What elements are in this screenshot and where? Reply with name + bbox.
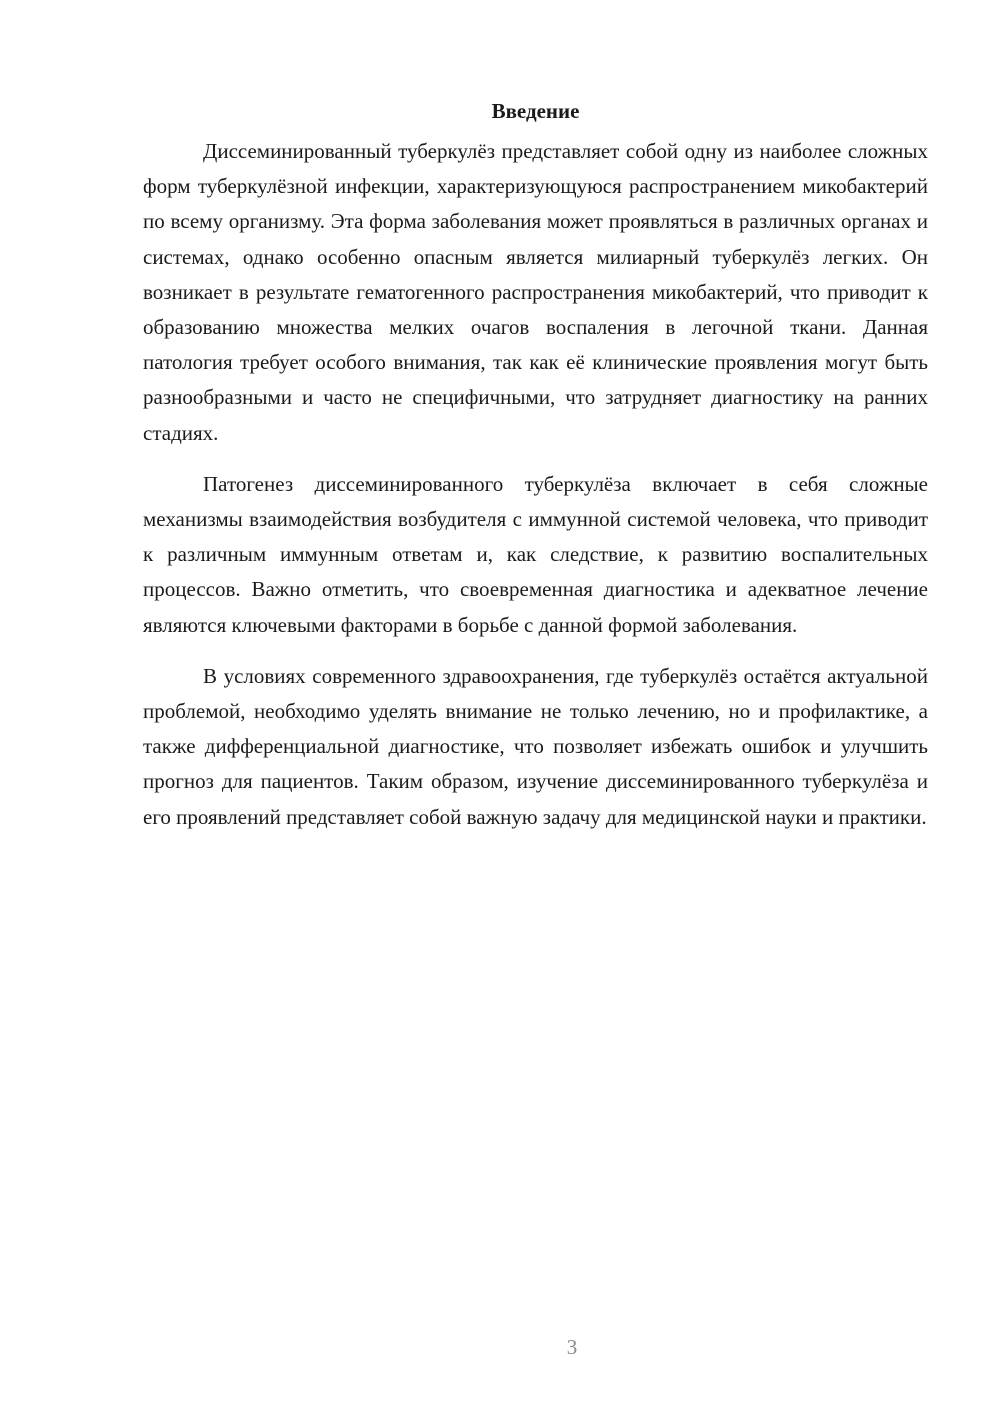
paragraph-1: Диссеминированный туберкулёз представляет собой одну из наиболее сложных форм туберкулёзной инфекции, характеризующуюся распространением микобактерий по всему организму. Эта форма заболевания может проявляться в различных органах и системах, однако особенно опасным является милиарный туберкулёз легких. Он возникает в результате гематогенного распространения микобактерий, что приводит к образованию множества мелких очагов воспаления в легочной ткани. Данная патология требует особого внимания, так как её клинические проявления могут быть разнообразными и часто не специфичными, что затрудняет диагностику на ранних стадиях. — [143, 139, 928, 445]
page-number: 3 — [566, 1335, 578, 1359]
paragraph-3: В условиях современного здравоохранения, где туберкулёз остаётся актуальной проблемой, необходимо уделять внимание не только лечению, но и профилактике, а также дифференциальной диагностике, что позволяет избежать ошибок и улучшить прогноз для пациентов. Таким образом, изучение диссеминированного туберкулёза и его проявлений представляет собой важную задачу для медицинской науки и практики. — [143, 663, 928, 829]
section-heading: Введение — [491, 99, 580, 123]
paragraph-2: Патогенез диссеминированного туберкулёза включает в себя сложные механизмы взаимодействия возбудителя с иммунной системой человека, что приводит к различным иммунным ответам и, как следствие, к развитию воспалительных процессов. Важно отметить, что своевременная диагностика и адекватное лечение являются ключевыми факторами в борьбе с данной формой заболевания. — [143, 471, 928, 637]
page-content — [143, 93, 928, 835]
